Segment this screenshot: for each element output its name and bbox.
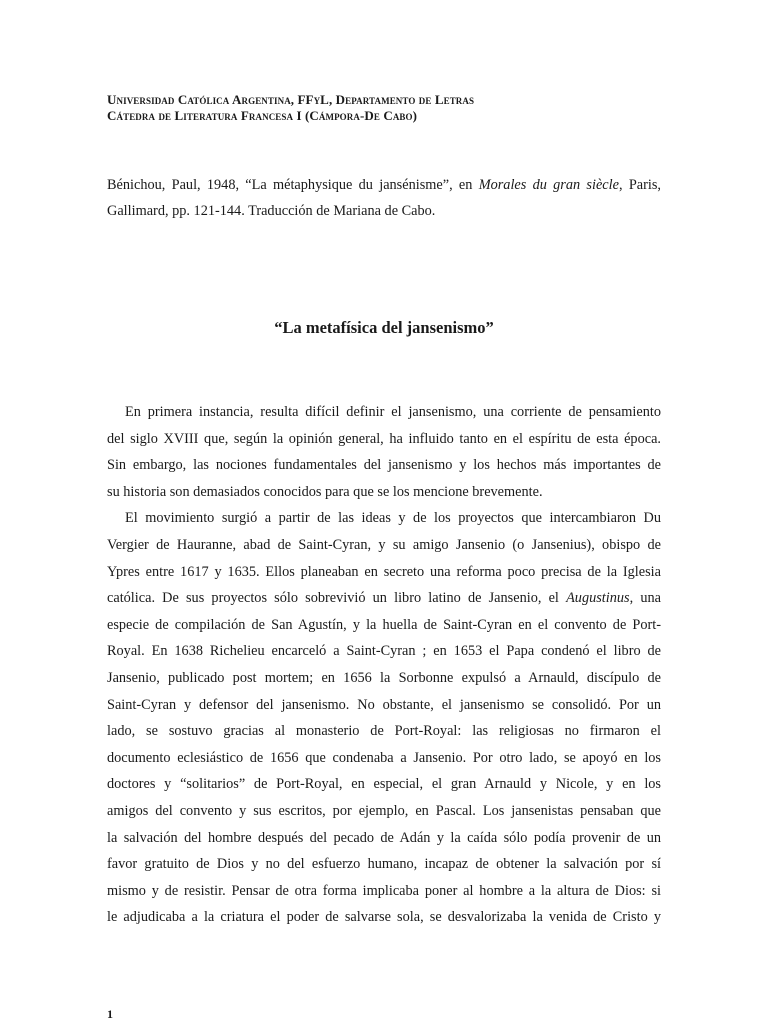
page-number: 1 — [107, 1007, 113, 1021]
paragraph-2-line: doctores y “solitarios” de Port-Royal, en especial, el gran Arnauld y Nicole, y en los — [107, 776, 661, 793]
paragraph-2-line: Ypres entre 1617 y 1635. Ellos planeaban en secreto una reforma poco precisa de la Iglesia — [107, 563, 661, 580]
paragraph-2-line: Saint-Cyran y defensor del jansenismo. No obstante, el jansenismo se consolidó. Por un — [107, 696, 661, 713]
body-text — [107, 399, 661, 931]
paragraph-1-line: su historia son demasiados conocidos para que se los mencione brevemente. — [107, 483, 543, 500]
paragraph-2-line: la salvación del hombre después del pecado de Adán y la caída sólo podía provenir de un — [107, 829, 661, 846]
paragraph-2-line: amigos del convento y sus escritos, por ejemplo, en Pascal. Los jansenistas pensaban que — [107, 802, 661, 819]
paragraph-2-line: documento eclesiástico de 1656 que condenaba a Jansenio. Por otro lado, se apoyó en los — [107, 749, 661, 766]
document-title: “La metafísica del jansenismo” — [274, 318, 494, 337]
paragraph-1-line: del siglo XVIII que, según la opinión general, ha influido tanto en el espíritu de esta época. — [107, 430, 661, 447]
citation-line-1: Bénichou, Paul, 1948, “La métaphysique du jansénisme”, en Morales du gran siècle, Paris, — [107, 177, 661, 193]
course-header — [107, 92, 667, 124]
paragraph-2-line: Vergier de Hauranne, abad de Saint-Cyran, y su amigo Jansenio (o Jansenius), obispo de — [107, 536, 661, 553]
paragraph-2-line: le adjudicaba a la criatura el poder de salvarse sola, se desvalorizaba la venida de Cristo y — [107, 909, 661, 926]
paragraph-2-line: especie de compilación de San Agustín, y la huella de Saint-Cyran en el convento de Port- — [107, 616, 661, 633]
citation-line-2: Gallimard, pp. 121-144. Traducción de Mariana de Cabo. — [107, 203, 436, 219]
paragraph-2-line: lado, se sostuvo gracias al monasterio de Port-Royal: las religiosas no firmaron el — [107, 723, 661, 740]
paragraph-2-line: favor gratuito de Dios y no del esfuerzo humano, incapaz de obtener la salvación por sí — [107, 856, 661, 873]
paragraph-2-line: católica. De sus proyectos sólo sobrevivió un libro latino de Jansenio, el Augustinus, una — [107, 590, 661, 607]
chair-line: Cátedra de Literatura Francesa I (Cámpora-De Cabo) — [107, 108, 418, 123]
augustinus-title: Augustinus — [566, 590, 630, 607]
book-title: Morales du gran siècle — [478, 177, 619, 193]
bibliographic-citation — [107, 172, 661, 224]
paragraph-1-line: En primera instancia, resulta difícil definir el jansenismo, una corriente de pensamiento — [125, 404, 661, 420]
paragraph-2-line: Jansenio, publicado post mortem; en 1656 la Sorbonne expulsó a Arnauld, discípulo de — [107, 669, 661, 686]
university-line: Universidad Católica Argentina, FFyL, Departamento de Letras — [107, 92, 475, 107]
paragraph-1-line: Sin embargo, las nociones fundamentales del jansenismo y los hechos más importantes de — [107, 457, 661, 474]
paragraph-2-line: El movimiento surgió a partir de las ideas y de los proyectos que intercambiaron Du — [125, 510, 661, 527]
paragraph-2-line: Royal. En 1638 Richelieu encarceló a Saint-Cyran ; en 1653 el Papa condenó el libro de — [107, 643, 661, 660]
paragraph-2-line: mismo y de resistir. Pensar de otra forma implicaba poner al hombre a la altura de Dios: si — [107, 882, 661, 899]
